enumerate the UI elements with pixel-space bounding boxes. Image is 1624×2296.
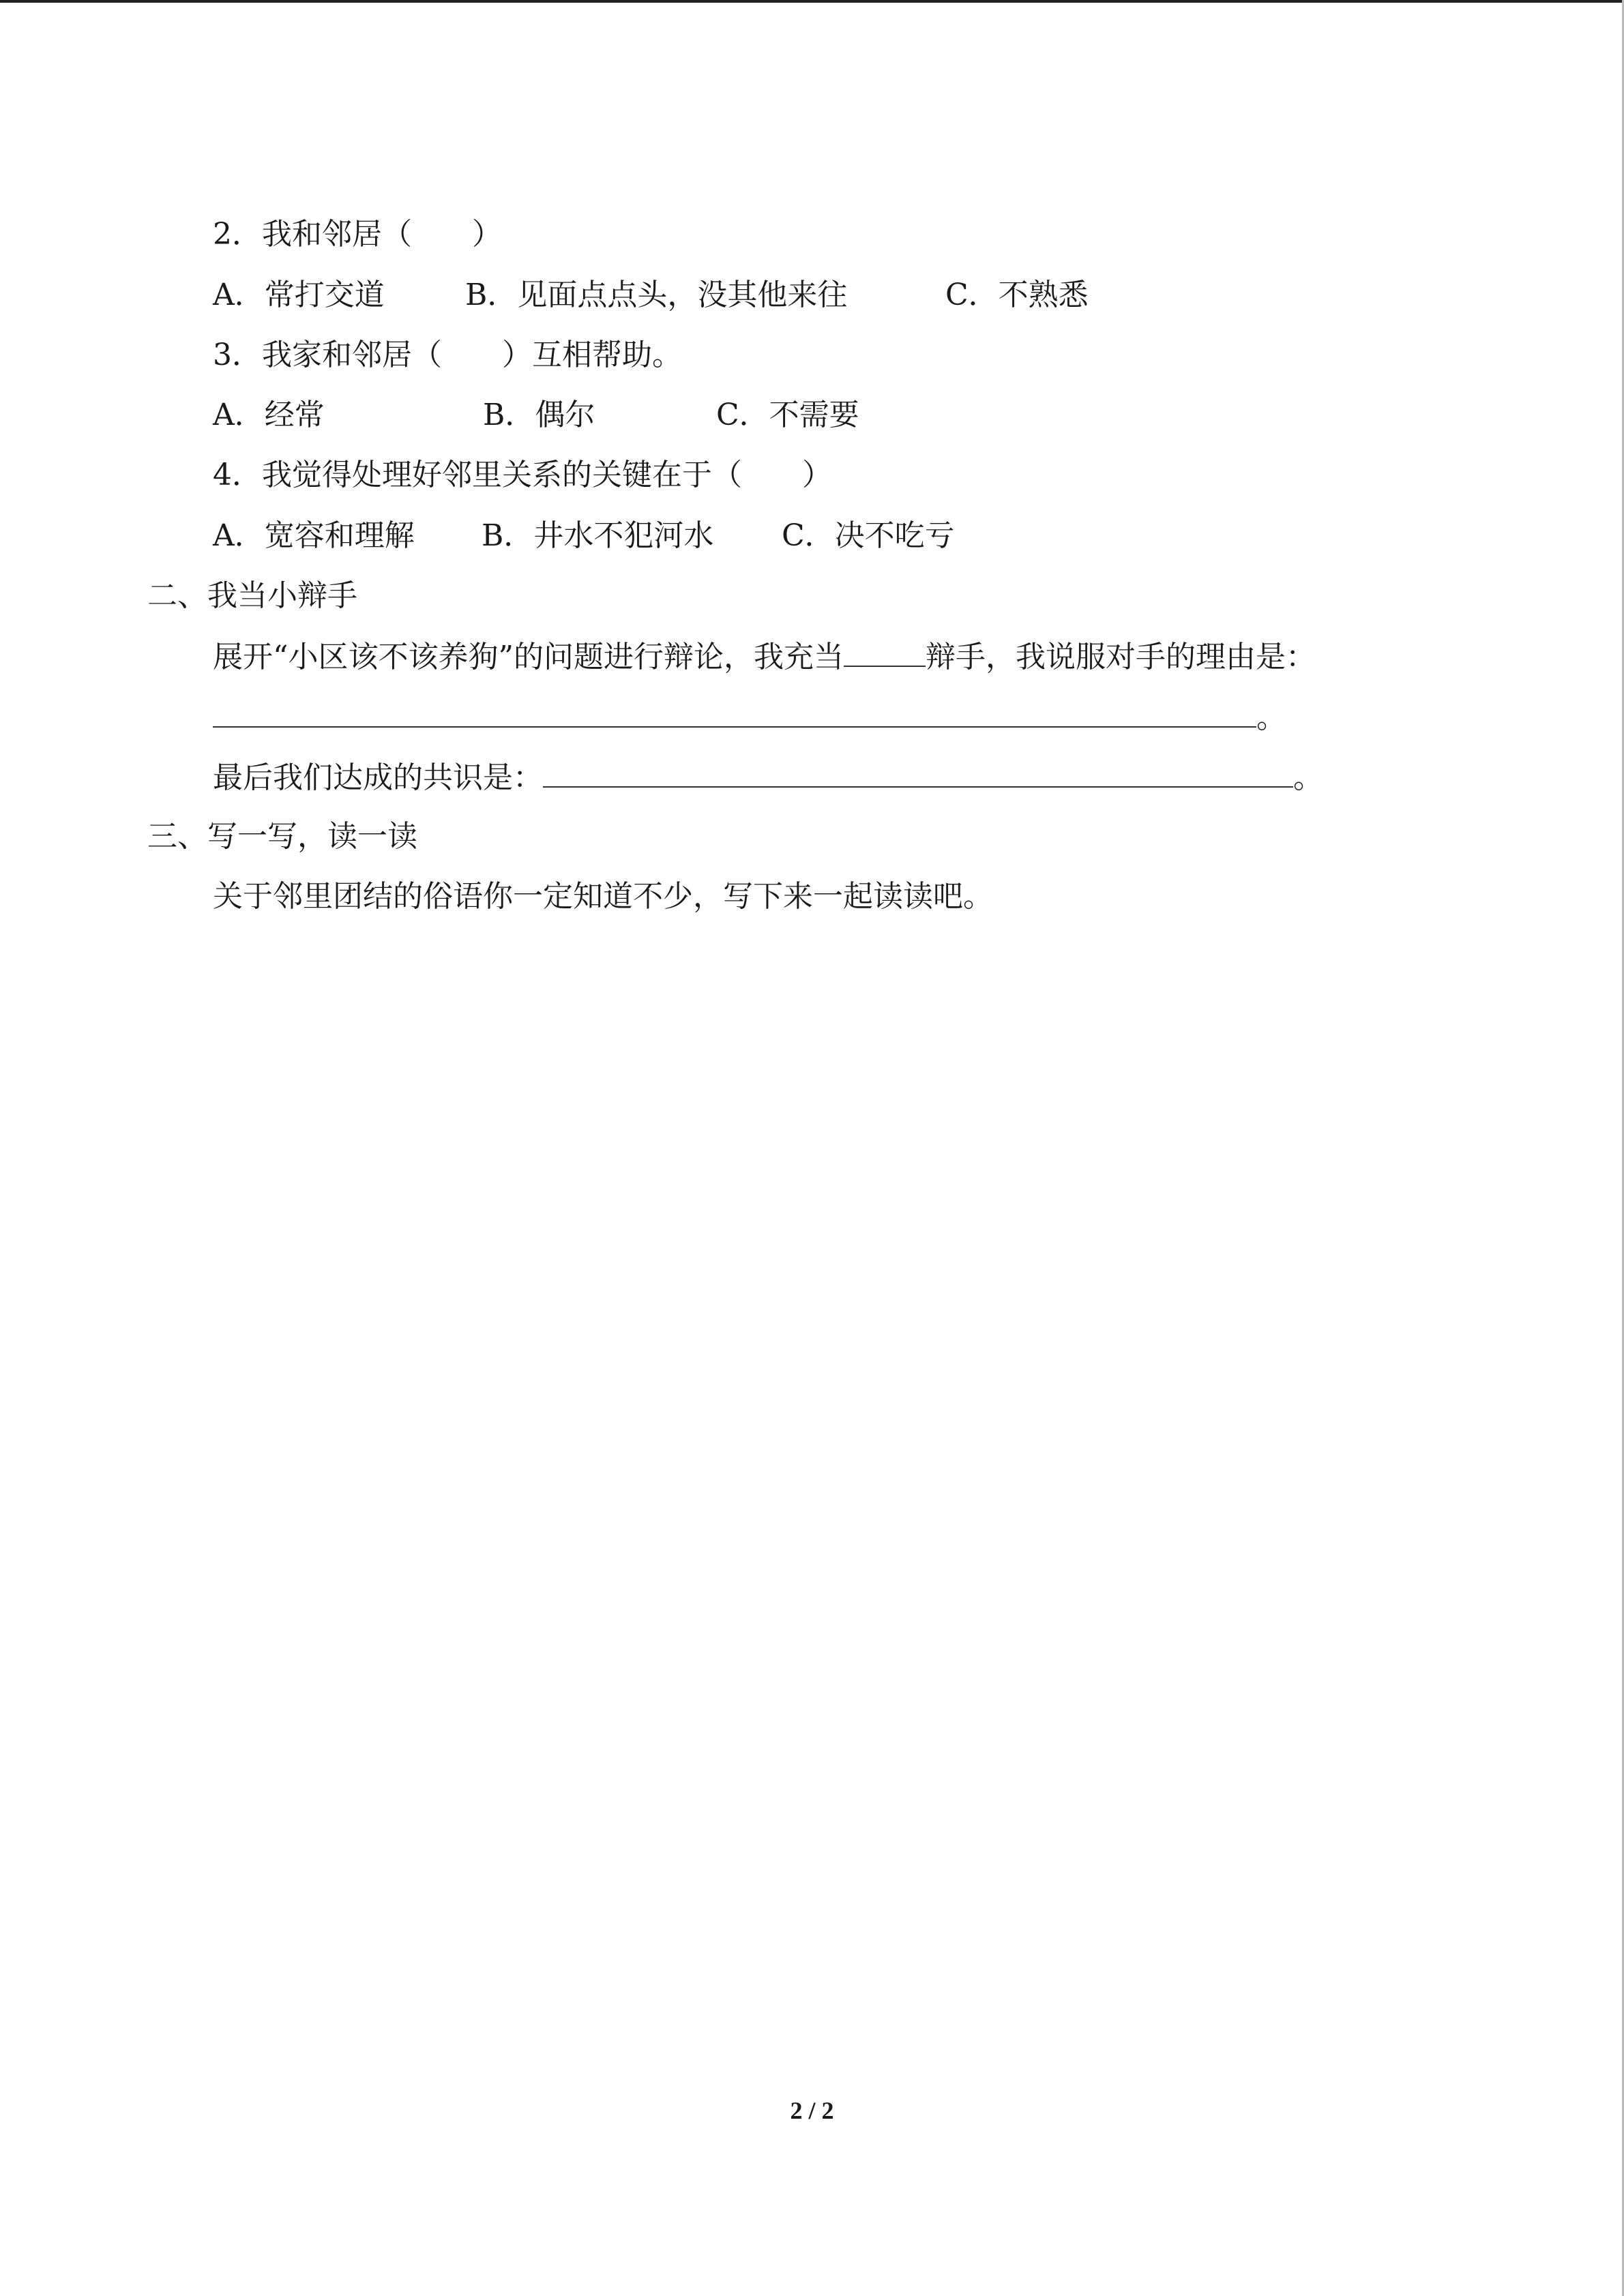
- question-2-option-c: C．不熟悉: [945, 278, 1089, 312]
- consensus-label: 最后我们达成的共识是：: [213, 760, 543, 795]
- section-3-instruction: 关于邻里团结的俗语你一定知道不少，写下来一起读读吧。: [213, 879, 993, 914]
- reason-answer-blank[interactable]: [213, 696, 1256, 728]
- question-4-option-c: C．决不吃亏: [782, 518, 955, 553]
- question-2-stem: 2．我和邻居（ ）: [213, 217, 502, 252]
- debate-prompt-text: 展开“小区该不该养狗”的问题进行辩论，我充当: [213, 640, 844, 674]
- reason-answer-line: [213, 696, 1286, 739]
- question-4-stem: 4．我觉得处理好邻里关系的关键在于（ ）: [213, 458, 832, 492]
- question-2-option-b: B．见面点点头，没其他来往: [465, 278, 848, 312]
- page-number: 2 / 2: [790, 2097, 834, 2124]
- question-3-option-b: B．偶尔: [483, 398, 595, 432]
- question-4-option-a: A．宽容和理解: [213, 518, 415, 553]
- consensus-line-end: 。: [1293, 760, 1323, 795]
- question-3-stem: 3．我家和邻居（ ）互相帮助。: [213, 338, 682, 372]
- debate-prompt-tail: 辩手，我说服对手的理由是：: [926, 640, 1316, 674]
- page-top-border: [0, 0, 1624, 3]
- section-2-heading: 二、我当小辩手: [147, 578, 357, 613]
- debater-role-blank[interactable]: [844, 636, 926, 667]
- question-4-option-b: B．井水不犯河水: [482, 518, 714, 553]
- question-3-option-a: A．经常: [213, 398, 325, 432]
- consensus-line: [213, 756, 1323, 799]
- debate-prompt: [213, 636, 1316, 678]
- consensus-answer-blank[interactable]: [543, 756, 1293, 788]
- reason-line-end: 。: [1256, 700, 1286, 735]
- section-3-heading: 三、写一写，读一读: [147, 819, 417, 854]
- question-3-option-c: C．不需要: [716, 398, 859, 432]
- question-2-option-a: A．常打交道: [213, 278, 385, 312]
